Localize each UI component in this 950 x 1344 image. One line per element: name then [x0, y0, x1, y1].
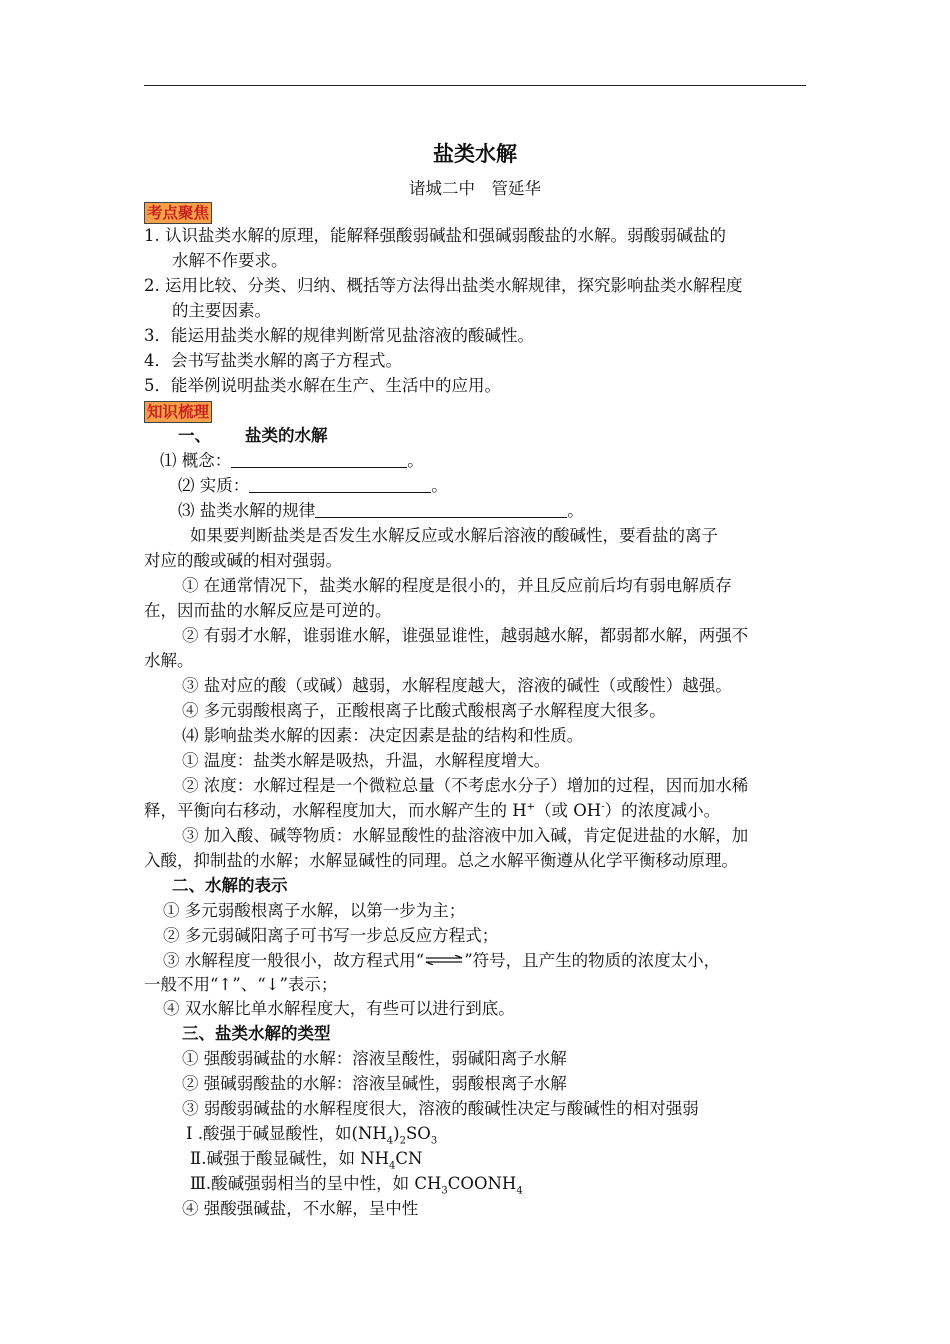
- rule-intro: 如果要判断盐类是否发生水解反应或水解后溶液的酸碱性，要看盐的离子: [190, 526, 718, 545]
- expr-3-cont: 一般不用“↑”、“↓”表示；: [144, 975, 338, 994]
- factor-acid-base: ③ 加入酸、碱等物质：水解显酸性的盐溶液中加入碱，肯定促进盐的水解，加: [182, 826, 749, 845]
- section-2-heading: 二、水解的表示: [172, 876, 288, 895]
- rule-3: ③ 盐对应的酸（或碱）越弱，水解程度越大，溶液的碱性（或酸性）越强。: [182, 676, 732, 695]
- expr-4: ④ 双水解比单水解程度大，有些可以进行到底。: [163, 999, 515, 1018]
- rule-4: ④ 多元弱酸根离子，正酸根离子比酸式酸根离子水解程度大很多。: [182, 701, 666, 720]
- subtype-3: Ⅲ.酸碱强弱相当的呈中性，如 $CH_3COONH_4$: [190, 1174, 523, 1197]
- rule-line: ⑶ 盐类水解的规律 。: [178, 501, 584, 520]
- author-line: 诸城二中 管延华: [409, 179, 541, 198]
- type-2: ② 强碱弱酸盐的水解：溶液呈碱性，弱酸根离子水解: [182, 1074, 567, 1093]
- section-3-heading: 三、盐类水解的类型: [182, 1024, 331, 1043]
- expr-1: ① 多元弱酸根离子水解，以第一步为主；: [163, 901, 466, 920]
- expr-3: ③ 水解程度一般很小，故方程式用“ ”符号，且产生的物质的浓度太小，: [163, 951, 721, 970]
- reversible-arrow-icon: [424, 955, 464, 965]
- rule-1-cont: 在，因而盐的水解反应是可逆的。: [144, 601, 392, 620]
- focus-item-4: 4．会书写盐类水解的离子方程式。: [144, 351, 402, 370]
- factor-concentration-cont: 释，平衡向右移动，水解程度加大，而水解产生的 H+（或 OH-）的浓度减小。: [144, 801, 721, 820]
- subtype-2: Ⅱ.碱强于酸显碱性，如 $NH_4CN$: [190, 1149, 423, 1172]
- focus-tag: 考点聚焦: [144, 202, 212, 224]
- factor-concentration: ② 浓度：水解过程是一个微粒总量（不考虑水分子）增加的过程，因而加水稀: [182, 776, 749, 795]
- type-4: ④ 强酸强碱盐，不水解，呈中性: [182, 1199, 419, 1218]
- essence-line: ⑵ 实质： 。: [178, 476, 448, 495]
- factor-acid-base-cont: 入酸，抑制盐的水解；水解显碱性的同理。总之水解平衡遵从化学平衡移动原理。: [144, 851, 738, 870]
- concept-line: ⑴ 概念： 。: [160, 451, 424, 470]
- focus-item-1: 1. 认识盐类水解的原理，能解释强酸弱碱盐和强碱弱酸盐的水解。弱酸弱碱盐的: [144, 226, 726, 245]
- factor-temperature: ① 温度：盐类水解是吸热，升温，水解程度增大。: [182, 751, 551, 770]
- rule-blank[interactable]: [315, 502, 567, 518]
- page-title: 盐类水解: [433, 142, 517, 166]
- rule-2: ② 有弱才水解，谁弱谁水解，谁强显谁性，越弱越水解，都弱都水解，两强不: [182, 626, 749, 645]
- type-1: ① 强酸弱碱盐的水解：溶液呈酸性，弱碱阳离子水解: [182, 1049, 567, 1068]
- factors-line: ⑷ 影响盐类水解的因素：决定因素是盐的结构和性质。: [182, 726, 584, 745]
- focus-item-3: 3．能运用盐类水解的规律判断常见盐溶液的酸碱性。: [144, 326, 534, 345]
- subtype-1: Ⅰ .酸强于碱显酸性，如$(NH_4)_2SO_3$: [186, 1124, 438, 1147]
- focus-item-1-cont: 水解不作要求。: [172, 251, 288, 270]
- concept-blank[interactable]: [231, 452, 407, 468]
- rule-intro-cont: 对应的酸或碱的相对强弱。: [144, 551, 342, 570]
- focus-item-2: 2. 运用比较、分类、归纳、概括等方法得出盐类水解规律，探究影响盐类水解程度: [144, 276, 743, 295]
- focus-item-2-cont: 的主要因素。: [172, 301, 271, 320]
- rule-2-cont: 水解。: [144, 651, 194, 670]
- focus-item-5: 5．能举例说明盐类水解在生产、生活中的应用。: [144, 376, 501, 395]
- essence-blank[interactable]: [249, 477, 431, 493]
- review-tag: 知识梳理: [144, 401, 212, 423]
- type-3: ③ 弱酸弱碱盐的水解程度很大，溶液的酸碱性决定与酸碱性的相对强弱: [182, 1099, 699, 1118]
- expr-2: ② 多元弱碱阳离子可书写一步总反应方程式；: [163, 926, 499, 945]
- section-1-heading: 一、 盐类的水解: [178, 426, 328, 445]
- header-rule: [144, 85, 806, 86]
- rule-1: ① 在通常情况下，盐类水解的程度是很小的，并且反应前后均有弱电解质存: [182, 576, 732, 595]
